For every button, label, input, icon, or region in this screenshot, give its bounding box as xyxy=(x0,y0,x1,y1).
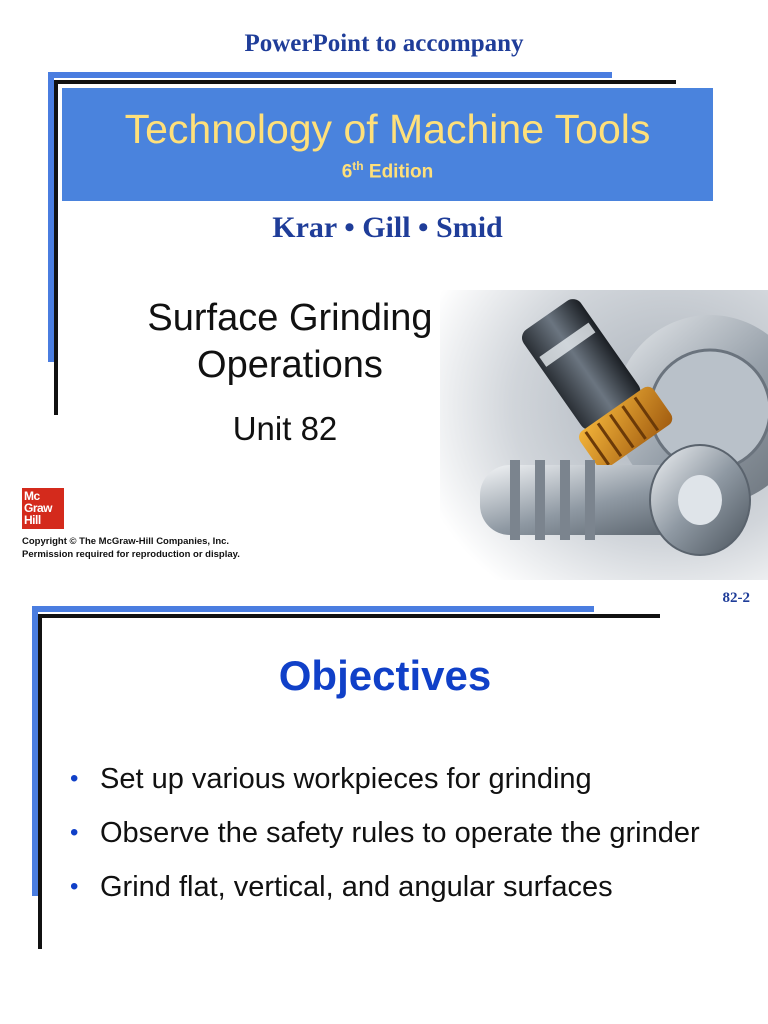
unit-title: Surface Grinding Operations xyxy=(147,297,433,386)
slide-number: 82-2 xyxy=(722,590,750,606)
presentation-subtitle: PowerPoint to accompany xyxy=(244,30,524,57)
frame-bar-black-left xyxy=(54,80,58,415)
authors: Krar • Gill • Smid xyxy=(272,211,503,244)
frame-bar-black-top xyxy=(56,80,676,84)
bullet-icon: • xyxy=(70,873,79,900)
frame-bar-blue-top-2 xyxy=(32,606,594,612)
list-item: • Observe the safety rules to operate the grinder xyxy=(70,810,750,856)
book-title: Technology of Machine Tools xyxy=(124,106,651,152)
bullet-icon: • xyxy=(70,819,79,846)
objectives-list xyxy=(70,756,750,918)
bullet-icon: • xyxy=(70,765,79,792)
list-item: • Set up various workpieces for grinding xyxy=(70,756,750,802)
unit-number: Unit 82 xyxy=(232,410,338,447)
frame-bar-blue-top xyxy=(50,72,612,78)
mcgraw-hill-logo: Mc Graw Hill xyxy=(22,488,64,529)
objectives-heading: Objectives xyxy=(278,652,492,699)
copyright-notice: Copyright © The McGraw-Hill Companies, Inc. Permission required for reproduction or display. xyxy=(22,536,240,560)
grinding-machine-illustration xyxy=(440,290,768,580)
list-item: • Grind flat, vertical, and angular surfaces xyxy=(70,864,750,910)
edition-label: 6th Edition xyxy=(341,159,434,183)
frame-bar-black-top-2 xyxy=(38,614,660,618)
